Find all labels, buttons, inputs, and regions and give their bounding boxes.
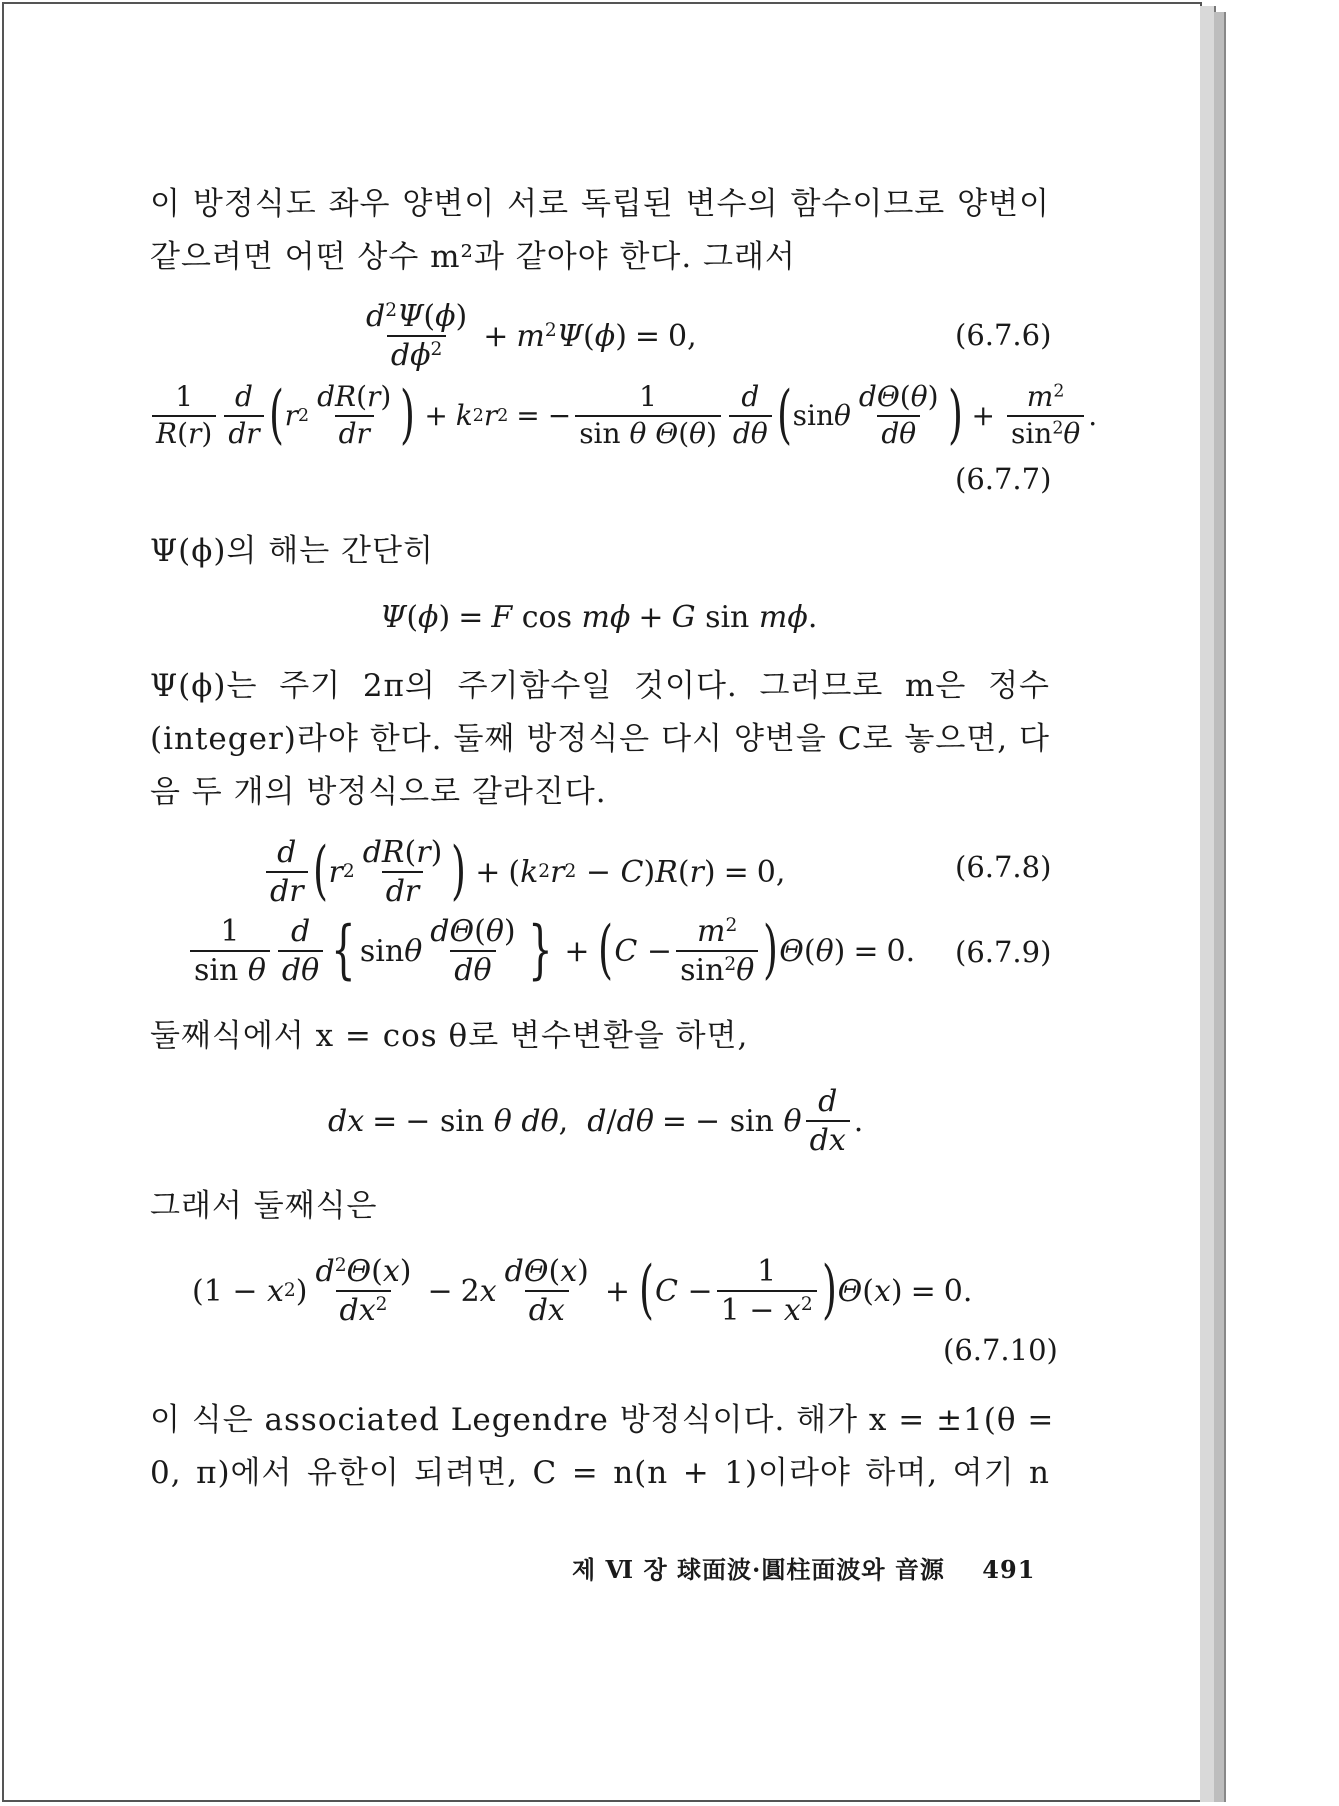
text-line: 0, π)에서 유한이 되려면, C = n(n + 1)이라야 하며, 여기 n — [150, 1455, 1050, 1491]
equation-dx: dx = − sin θ dθ , d / dθ = − sin θ $\frac{d}{dx}$ . — [328, 1084, 864, 1158]
equation-number: (6.7.9) — [955, 935, 1052, 969]
equation-number: (6.7.7) — [955, 462, 1052, 496]
equation-6-7-7: $\frac{1}{R(r)}$ $\frac{d}{dr}$ ( r 2 $\frac{dR(r)}{dr}$ ) + k 2 r 2 = − $\frac{1}{\text{sin θ Θ(θ)}}$ $\frac{d}{d\theta}$ ( sin θ $\frac{d\Theta(\theta)}{d\theta}$ ) + $\frac{m^2}{\sin^2\theta}$ . — [148, 382, 1097, 450]
equation-6-7-6: $\frac{d^2\Psi(\phi)}{d\phi^2}$ + $m^2\Psi(\phi)$ = 0, — [366, 299, 697, 373]
paragraph-solution-intro — [150, 525, 1050, 578]
paragraph-intro — [150, 178, 1050, 284]
page-footer — [572, 1550, 1035, 1585]
text-line: 그래서 둘째식은 — [150, 1188, 378, 1224]
text-line: Ψ(ϕ)의 해는 간단히 — [150, 533, 434, 569]
equation-number: (6.7.10) — [943, 1333, 1058, 1367]
background — [1226, 0, 1339, 1806]
page-number: 491 — [982, 1555, 1036, 1584]
text-line: 같으려면 어떤 상수 m²과 같아야 한다. 그래서 — [150, 239, 796, 275]
text-line: 둘째식에서 x = cos θ로 변수변환을 하면, — [150, 1018, 749, 1054]
chapter-title: 제 Ⅵ 장 球面波·圓柱面波와 音源 — [572, 1555, 945, 1584]
text-line: 이 방정식도 좌우 양변이 서로 독립된 변수의 함수이므로 양변이 — [150, 186, 1050, 222]
page-edge-shadow — [1214, 12, 1226, 1802]
text-line: Ψ(ϕ)는 주기 2π의 주기함수일 것이다. 그러므로 m은 정수 — [150, 668, 1050, 704]
paragraph-periodic — [150, 660, 1050, 819]
paragraph-legendre — [150, 1394, 1055, 1500]
equation-6-7-10: (1 − x 2 ) $\frac{d^2\Theta(x)}{dx^2}$ − 2 x $\frac{d\Theta(x)}{dx}$ + ( C − $\frac{1}{1 - x^2}$ ) Θ ( x ) = 0. — [192, 1253, 973, 1328]
text-line: 음 두 개의 방정식으로 갈라진다. — [150, 774, 607, 810]
paragraph-substitution — [150, 1010, 1050, 1063]
paragraph-second-eq — [150, 1180, 1050, 1233]
text-line: 이 식은 associated Legendre 방정식이다. 해가 x = ±1(θ = — [150, 1402, 1055, 1438]
equation-number: (6.7.8) — [955, 850, 1052, 884]
text-line: (integer)라야 한다. 둘째 방정식은 다시 양변을 C로 놓으면, 다 — [150, 721, 1050, 757]
equation-psi-solution: Ψ ( ϕ ) = F cos mϕ + G sin mϕ . — [380, 600, 818, 635]
equation-number: (6.7.6) — [955, 318, 1052, 352]
equation-6-7-9: $\frac{1}{\text{sin θ}}$ $\frac{d}{d\theta}$ { sin θ $\frac{d\Theta(\theta)}{d\theta}$ } + ( C − $\frac{m^2}{\sin^2\theta}$ ) Θ ( θ ) = 0. — [186, 915, 915, 987]
equation-6-7-8: $\frac{d}{dr}$ ( r 2 $\frac{dR(r)}{dr}$ ) + ( k 2 r 2 − C ) R ( r ) = 0, — [262, 836, 785, 908]
